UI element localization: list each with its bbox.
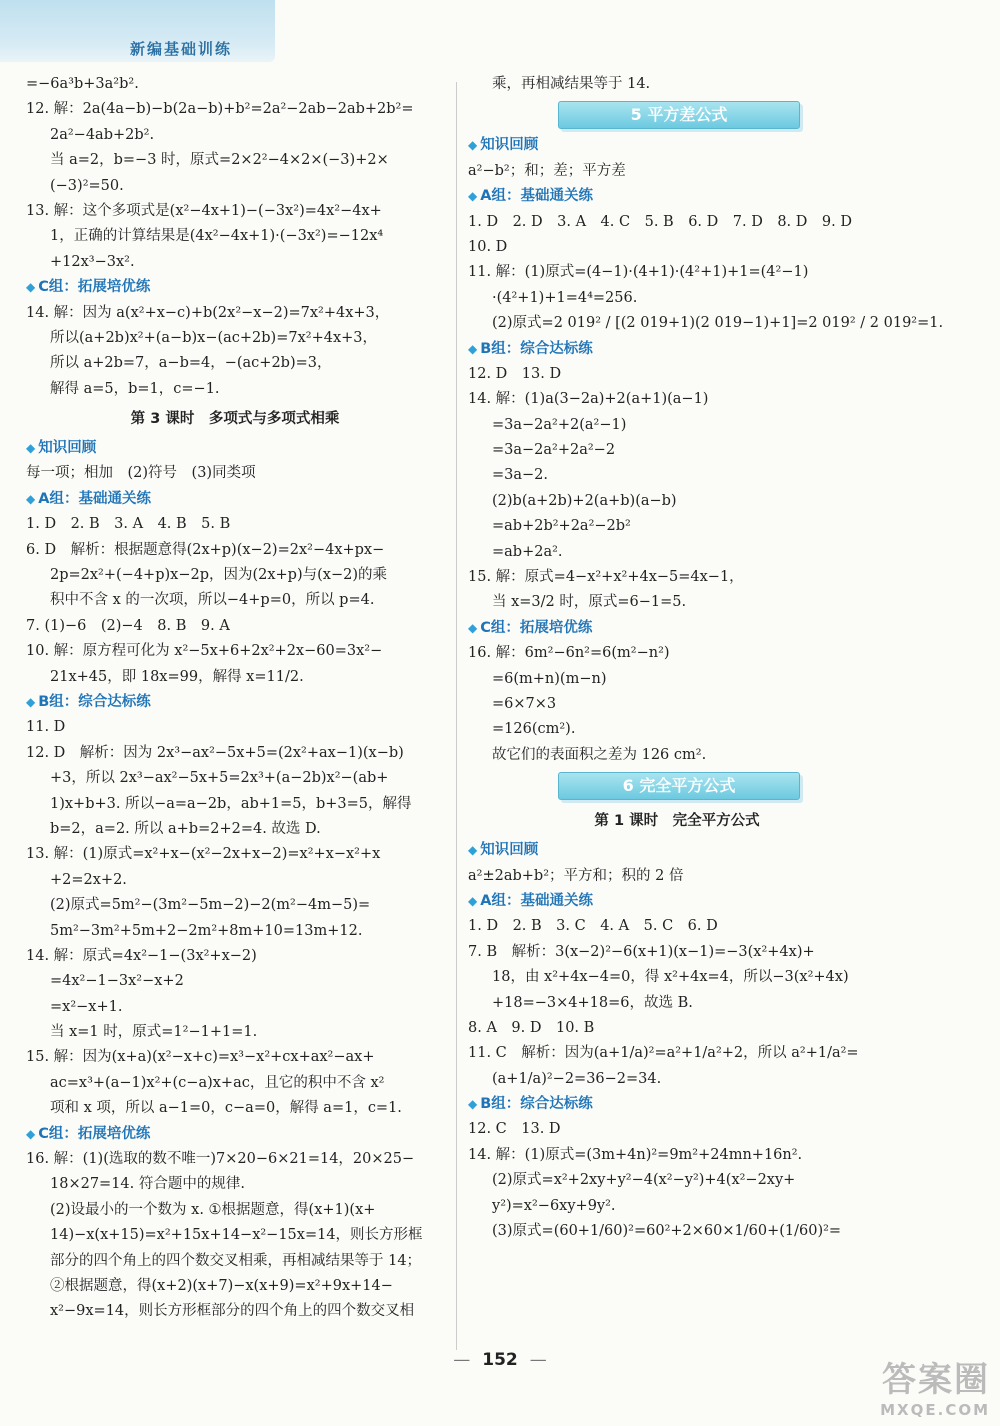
answer-line: (3)原式=(60+1/60)²=60²+2×60×1/60+(1/60)²= xyxy=(492,1223,842,1240)
answer-line: 14. 解：(1)a(3−2a)+2(a+1)(a−1) xyxy=(468,391,709,408)
page-number: — 152 — xyxy=(453,1350,547,1370)
page-number-text: 152 xyxy=(482,1350,518,1370)
diamond-icon: ◆ xyxy=(26,1126,36,1141)
answer-line: =6×7×3 xyxy=(492,695,557,712)
section-heading xyxy=(26,690,444,715)
answer-line: 解得 a=5，b=1，c=−1. xyxy=(50,380,220,397)
answer-line: 1，正确的计算结果是(4x²−4x+1)·(−3x²)=−12x⁴ xyxy=(50,228,384,245)
section-heading-text: B组：综合达标练 xyxy=(480,340,593,357)
diamond-icon: ◆ xyxy=(26,694,36,709)
section-heading xyxy=(468,838,886,863)
answer-line: 当 x=1 时，原式=1²−1+1=1. xyxy=(50,1024,258,1041)
chapter-banner: 5 平方差公式 xyxy=(558,101,800,129)
answer-line: (2)原式=2 019² / [(2 019+1)(2 019−1)+1]=2 019² / 2 019²=1. xyxy=(492,315,944,332)
answer-line: 13. 解：这个多项式是(x²−4x+1)−(−3x²)=4x²−4x+ xyxy=(26,202,382,219)
answer-line: (a+1/a)²−2=36−2=34. xyxy=(492,1070,662,1087)
diamond-icon: ◆ xyxy=(468,1097,478,1112)
answer-line: (2)原式=5m²−(3m²−5m−2)−2(m²−4m−5)= xyxy=(50,897,371,914)
diamond-icon: ◆ xyxy=(26,441,36,456)
answer-line: 14. 解：因为 a(x²+x−c)+b(2x²−x−2)=7x²+4x+3， xyxy=(26,304,390,321)
answer-line: =x²−x+1. xyxy=(50,998,123,1015)
diamond-icon: ◆ xyxy=(468,138,478,153)
watermark-url: MXQE.COM xyxy=(880,1401,990,1419)
diamond-icon: ◆ xyxy=(468,893,478,908)
answer-line: ②根据题意，得(x+2)(x+7)−x(x+9)=x²+9x+14− xyxy=(50,1277,393,1294)
answer-line: 16. 解：6m²−6n²=6(m²−n²) xyxy=(468,645,670,662)
answer-line: a²±2ab+b²；平方和；积的 2 倍 xyxy=(468,867,684,884)
diamond-icon: ◆ xyxy=(468,341,478,356)
section-heading xyxy=(468,1092,886,1117)
answer-line: 乘，再相减结果等于 14. xyxy=(492,76,651,92)
chapter-banner-row xyxy=(468,97,886,133)
answer-line: (2)设最小的一个数为 x. ①根据题意，得(x+1)(x+ xyxy=(50,1201,376,1218)
answer-line: 2a²−4ab+2b². xyxy=(50,126,155,143)
diamond-icon: ◆ xyxy=(468,189,478,204)
answer-line: 18×27=14. 符合题中的规律. xyxy=(50,1176,245,1193)
column-divider xyxy=(456,82,457,1350)
section-heading-text: A组：基础通关练 xyxy=(38,490,151,507)
answer-line: =126(cm²). xyxy=(492,721,576,738)
section-heading xyxy=(26,487,444,512)
answer-line: 12. D 解析：因为 2x³−ax²−5x+5=(2x²+ax−1)(x−b) xyxy=(26,744,404,761)
section-heading-text: A组：基础通关练 xyxy=(480,892,593,909)
answer-line: 12. D 13. D xyxy=(468,365,562,382)
answer-line: 所以(a+2b)x²+(a−b)x−(ac+2b)=7x²+4x+3， xyxy=(50,329,378,346)
chapter-banner-row xyxy=(468,768,886,804)
section-heading-text: 知识回顾 xyxy=(38,440,97,457)
answer-line: 项和 x 项，所以 a−1=0，c−a=0，解得 a=1，c=1. xyxy=(50,1100,402,1117)
diamond-icon: ◆ xyxy=(468,843,478,858)
section-heading-text: C组：拓展培优练 xyxy=(38,1125,151,1142)
answer-line: 10. D xyxy=(468,238,508,255)
answer-line: +12x³−3x². xyxy=(50,253,135,270)
answer-line: 11. C 解析：因为(a+1/a)²=a²+1/a²+2，所以 a²+1/a²= xyxy=(468,1045,859,1062)
answer-line: 14. 解：(1)原式=(3m+4n)²=9m²+24mn+16n². xyxy=(468,1146,803,1163)
section-heading xyxy=(468,616,886,641)
answer-line: 16. 解：(1)(选取的数不唯一)7×20−6×21=14，20×25− xyxy=(26,1151,415,1168)
answer-line: 10. 解：原方程可化为 x²−5x+6+2x²+2x−60=3x²− xyxy=(26,643,383,660)
answer-line: 7. (1)−6 (2)−4 8. B 9. A xyxy=(26,617,230,634)
answer-line: 1. D 2. B 3. C 4. A 5. C 6. D xyxy=(468,918,718,935)
answer-line: b=2，a=2. 所以 a+b=2+2=4. 故选 D. xyxy=(50,820,321,837)
watermark-logo: 答案圈 xyxy=(882,1360,990,1400)
section-heading xyxy=(468,184,886,209)
answer-line: 15. 解：因为(x+a)(x²−x+c)=x³−x²+cx+ax²−ax+ xyxy=(26,1049,375,1066)
diamond-icon: ◆ xyxy=(26,280,36,295)
answer-line: 当 x=3/2 时，原式=6−1=5. xyxy=(492,594,687,611)
header-banner xyxy=(0,0,275,62)
answer-line: =3a−2a²+2a²−2 xyxy=(492,442,616,459)
answer-line: +3，所以 2x³−ax²−5x+5=2x³+(a−2b)x²−(ab+ xyxy=(50,770,389,787)
answer-line: +2=2x+2. xyxy=(50,871,127,888)
section-heading-text: B组：综合达标练 xyxy=(480,1096,593,1113)
section-heading xyxy=(26,1122,444,1147)
answer-line: 2p=2x²+(−4+p)x−2p，因为(2x+p)与(x−2)的乘 xyxy=(50,567,387,584)
book-title: 新编基础训练 xyxy=(130,40,233,58)
answer-line: (2)原式=x²+2xy+y²−4(x²−y²)+4(x²−2xy+ xyxy=(492,1172,796,1189)
answer-line: 15. 解：原式=4−x²+x²+4x−5=4x−1， xyxy=(468,569,744,586)
lesson-title: 第 1 课时 完全平方公式 xyxy=(594,813,760,830)
answer-line: 1)x+b+3. 所以−a=a−2b，ab+1=5，b+3=5，解得 xyxy=(50,795,412,812)
section-heading xyxy=(468,337,886,362)
answer-line: +18=−3×4+18=6，故选 B. xyxy=(492,994,693,1011)
answer-line: ac=x³+(a−1)x²+(c−a)x+ac，且它的积中不含 x² xyxy=(50,1074,385,1091)
answer-line: 6. D 解析：根据题意得(2x+p)(x−2)=2x²−4x+px− xyxy=(26,541,385,558)
answer-line: 每一项；相加 (2)符号 (3)同类项 xyxy=(26,465,256,482)
answer-line: =ab+2a². xyxy=(492,543,563,560)
answer-line: 所以 a+2b=7，a−b=4，−(ac+2b)=3， xyxy=(50,355,332,372)
answer-line: x²−9x=14，则长方形框部分的四个角上的四个数交叉相 xyxy=(50,1303,415,1320)
answer-line: y²)=x²−6xy+9y². xyxy=(492,1197,616,1214)
answer-line: =6(m+n)(m−n) xyxy=(492,670,607,687)
section-heading-text: 知识回顾 xyxy=(480,137,539,154)
answer-line: (−3)²=50. xyxy=(50,177,124,194)
answer-line: 13. 解：(1)原式=x²+x−(x²−2x+x−2)=x²+x−x²+x xyxy=(26,846,381,863)
answer-line: 12. C 13. D xyxy=(468,1121,561,1138)
answer-line: (2)b(a+2b)+2(a+b)(a−b) xyxy=(492,492,677,509)
section-heading-text: B组：综合达标练 xyxy=(38,693,151,710)
answer-line: =ab+2b²+2a²−2b² xyxy=(492,518,631,535)
answer-line: 11. D xyxy=(26,719,66,736)
answer-line: 故它们的表面积之差为 126 cm². xyxy=(492,746,707,763)
watermark xyxy=(840,1352,990,1418)
answer-line: 5m²−3m²+5m+2−2m²+8m+10=13m+12. xyxy=(50,922,363,939)
lesson-title: 第 3 课时 多项式与多项式相乘 xyxy=(130,411,340,428)
section-heading-text: 知识回顾 xyxy=(480,842,539,859)
answer-line: 当 a=2，b=−3 时，原式=2×2²−4×2×(−3)+2× xyxy=(50,152,389,169)
answer-line: 1. D 2. B 3. A 4. B 5. B xyxy=(26,516,231,533)
answer-line: =3a−2a²+2(a²−1) xyxy=(492,416,627,433)
section-heading-text: A组：基础通关练 xyxy=(480,188,593,205)
answer-line: 12. 解：2a(4a−b)−b(2a−b)+b²=2a²−2ab−2ab+2b²= xyxy=(26,101,414,118)
answer-line: a²−b²；和；差；平方差 xyxy=(468,162,626,179)
section-heading xyxy=(468,133,886,158)
left-column xyxy=(26,72,444,1325)
answer-line: 18，由 x²+4x−4=0，得 x²+4x=4，所以−3(x²+4x) xyxy=(492,969,849,986)
answer-line: 11. 解：(1)原式=(4−1)·(4+1)·(4²+1)+1=(4²−1) xyxy=(468,264,809,281)
section-heading xyxy=(26,436,444,461)
answer-line: 14)−x(x+15)=x²+15x+14−x²−15x=14，则长方形框 xyxy=(50,1227,423,1244)
section-heading-text: C组：拓展培优练 xyxy=(38,279,151,296)
answer-line: =3a−2. xyxy=(492,467,549,484)
diamond-icon: ◆ xyxy=(468,620,478,635)
chapter-banner: 6 完全平方公式 xyxy=(558,772,800,800)
diamond-icon: ◆ xyxy=(26,491,36,506)
answer-line: ·(4²+1)+1=4⁴=256. xyxy=(492,289,638,306)
answer-line: 7. B 解析：3(x−2)²−6(x+1)(x−1)=−3(x²+4x)+ xyxy=(468,943,815,960)
right-column xyxy=(468,72,944,1244)
answer-line: 21x+45，即 18x=99，解得 x=11/2. xyxy=(50,668,304,685)
answer-line: 8. A 9. D 10. B xyxy=(468,1019,595,1036)
section-heading xyxy=(26,275,444,300)
section-heading xyxy=(468,889,886,914)
answer-line: 积中不含 x 的一次项，所以−4+p=0，所以 p=4. xyxy=(50,592,375,609)
answer-line: =4x²−1−3x²−x+2 xyxy=(50,973,184,990)
answer-line: 部分的四个角上的四个数交叉相乘，再相减结果等于 14； xyxy=(50,1252,422,1269)
answer-line: 1. D 2. D 3. A 4. C 5. B 6. D 7. D 8. D 9. D xyxy=(468,213,852,230)
section-heading-text: C组：拓展培优练 xyxy=(480,619,593,636)
answer-line: 14. 解：原式=4x²−1−(3x²+x−2) xyxy=(26,947,257,964)
answer-line: =−6a³b+3a²b². xyxy=(26,76,139,92)
